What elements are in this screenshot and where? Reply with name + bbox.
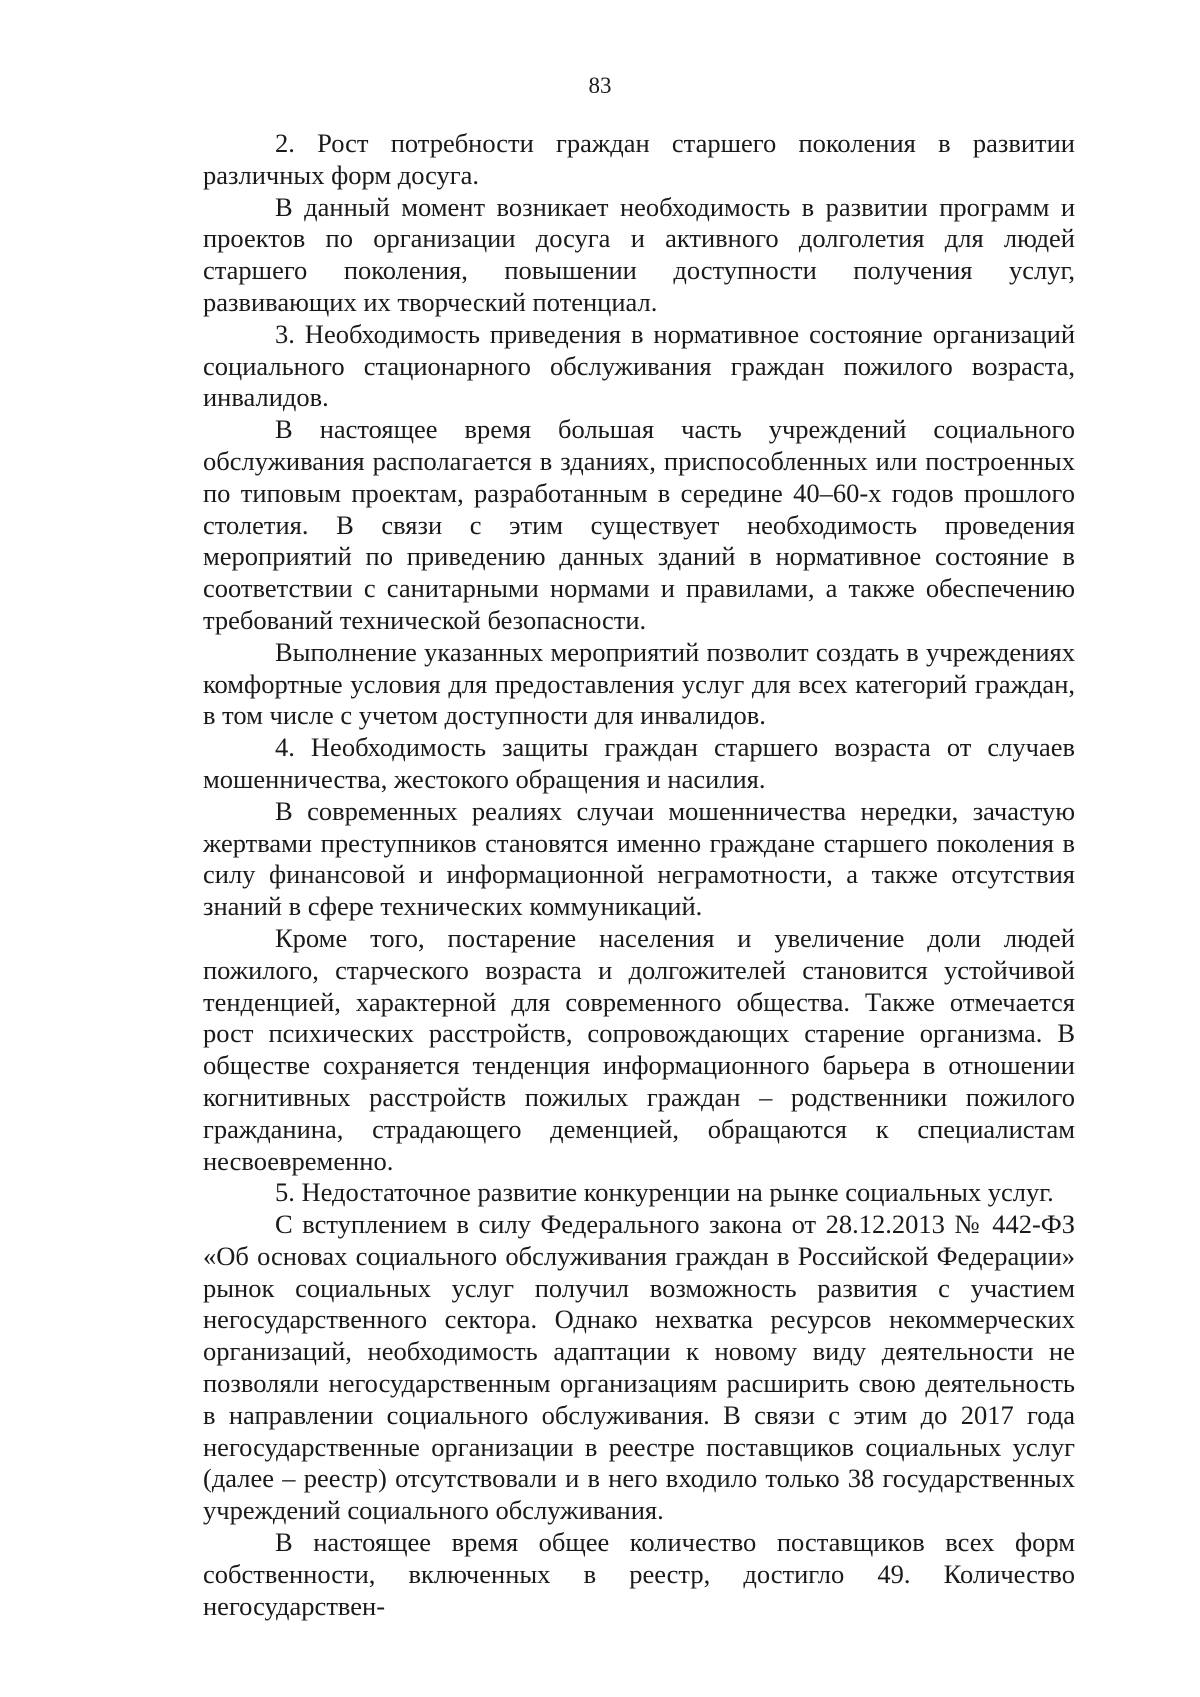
paragraph-federal-law: С вступлением в силу Федерального закона от 28.12.2013 № 442-ФЗ «Об основах социального обслуживания граждан в Российской Федерации» рынок социальных услуг получил возможность развития с участием негосударственного сектора. Однако нехватка ресурсов некоммерческих организаций, необходимость адаптации к новому виду деятельности не позволяли негосударственным организациям расширить свою деятельность в направлении социального обслуживания. В связи с этим до 2017 года негосударственные организации в реестре поставщиков социальных услуг (далее – реестр) отсутствовали и в него входило только 38 государственных учреждений социального обслуживания.: [203, 1209, 1075, 1526]
paragraph-building-condition: В настоящее время большая часть учреждений социального обслуживания располагается в зданиях, приспособленных или построенных по типовым проектам, разработанным в середине 40–60-х годов прошлого столетия. В связи с этим существует необходимость проведения мероприятий по приведению данных зданий в нормативное состояние в соответствии с санитарными нормами и правилами, а также обеспечению требований технической безопасности.: [203, 414, 1075, 635]
paragraph-provider-count: В настоящее время общее количество поставщиков всех форм собственности, включенных в реестр, достигло 49. Количество негосударствен-: [203, 1527, 1075, 1621]
paragraph-item-2-heading: 2. Рост потребности граждан старшего поколения в развитии различных форм досуга.: [203, 128, 1075, 190]
paragraph-item-5-heading: 5. Недостаточное развитие конкуренции на рынке социальных услуг.: [275, 1177, 1054, 1208]
paragraph-population-aging: Кроме того, постарение населения и увеличение доли людей пожилого, старческого возраста и долгожителей становится устойчивой тенденцией, характерной для современного общества. Также отмечается рост психических расстройств, сопровождающих старение организма. В обществе сохраняется тенденция информационного барьера в отношении когнитивных расстройств пожилых граждан – родственники пожилого гражданина, страдающего деменцией, обращаются к специалистам несвоевременно.: [203, 922, 1075, 1176]
paragraph-comfortable-conditions: Выполнение указанных мероприятий позволит создать в учреждениях комфортные условия для предоставления услуг для всех категорий граждан, в том числе с учетом доступности для инвалидов.: [203, 636, 1075, 731]
paragraph-item-3-heading: 3. Необходимость приведения в нормативное состояние организаций социального стационарного обслуживания граждан пожилого возраста, инвалидов.: [203, 318, 1075, 413]
page-number: 83: [588, 73, 612, 98]
paragraph-item-4-heading: 4. Необходимость защиты граждан старшего возраста от случаев мошенничества, жестокого обращения и насилия.: [203, 732, 1075, 794]
paragraph-leisure-programs: В данный момент возникает необходимость в развитии программ и проектов по организации досуга и активного долголетия для людей старшего поколения, повышении доступности получения услуг, развивающих их творческий потенциал.: [203, 191, 1075, 317]
document-body: [203, 128, 1075, 1622]
paragraph-fraud-realities: В современных реалиях случаи мошенничества нередки, зачастую жертвами преступников становятся именно граждане старшего поколения в силу финансовой и информационной неграмотности, а также отсутствия знаний в сфере технических коммуникаций.: [203, 795, 1075, 922]
